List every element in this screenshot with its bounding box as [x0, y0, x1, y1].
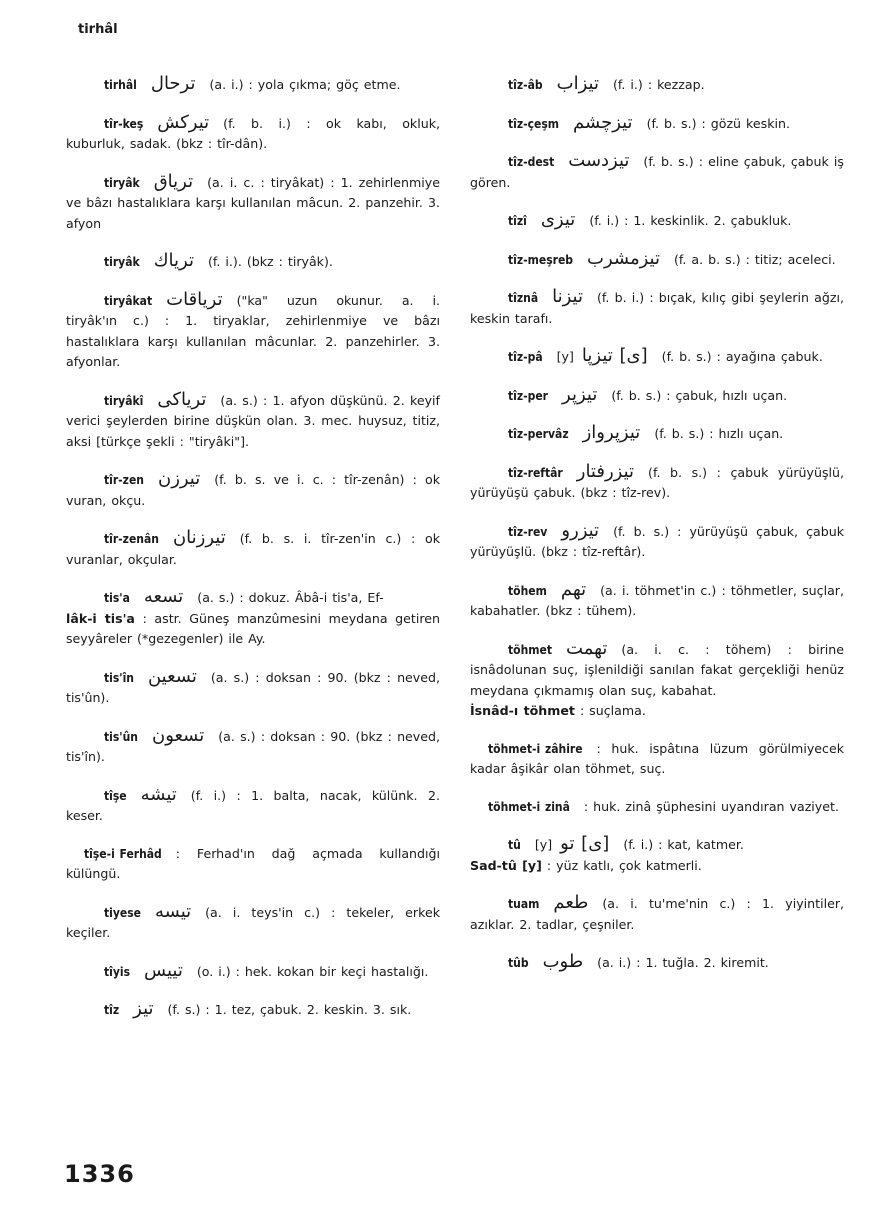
sub-headword: İsnâd-ı töhmet	[470, 703, 575, 718]
sub-headword: Sad-tû [y]	[470, 857, 542, 873]
arabic-script: تیرکش	[157, 111, 210, 133]
dictionary-entry	[66, 844, 440, 885]
headword: tiryâk	[104, 255, 140, 269]
definition: ("ka" uzun okunur. a. i. tiryâk'ın c.) : 1. tiryaklar, zehirlenmiye ve bâzı hastalıklara karşı kullanılan mâcunlar. 2. panzehirler. 3. afyonlar.	[66, 292, 440, 369]
variant-marker: [y]	[556, 349, 574, 364]
dictionary-entry	[470, 797, 844, 818]
definition: (a. i.) : yola çıkma; göç etme.	[209, 77, 401, 92]
arabic-script: تسعون	[151, 724, 205, 746]
arabic-script: تیزى	[540, 209, 576, 230]
headword: tîz-meşreb	[508, 252, 574, 267]
definition: (f. i.). (bkz : tiryâk).	[207, 254, 333, 269]
headword: tiryâkat	[104, 293, 153, 308]
arabic-script: تسعه	[143, 586, 184, 607]
headword: tîz	[104, 1003, 120, 1017]
arabic-script: تیزپرواز	[582, 422, 641, 443]
dictionary-entry	[66, 528, 440, 570]
arabic-script: تیزنا	[552, 286, 583, 307]
dictionary-entry	[470, 739, 844, 780]
definition: (f. i.) : 1. keskinlik. 2. çabukluk.	[589, 213, 792, 228]
headword: töhem	[508, 583, 547, 598]
definition: (f. b. s.) : eline çabuk, çabuk iş gören.	[470, 154, 844, 190]
dictionary-entry	[470, 462, 844, 504]
arabic-script: تیزرو	[561, 519, 600, 541]
arabic-script: تیزچشم	[573, 111, 633, 133]
dictionary-entry	[470, 346, 844, 368]
definition: (f. b. s.) : ayağına çabuk.	[661, 349, 823, 364]
running-head: tirhâl	[78, 22, 118, 37]
arabic-script: تیزاب	[556, 73, 599, 94]
definition: (f. i.) : kezzap.	[612, 77, 705, 92]
arabic-script: تهم	[560, 578, 587, 600]
definition: (f. b. s. i. tîr-zen'in c.) : ok vuranlar, okçular.	[66, 531, 440, 567]
dictionary-entry	[66, 469, 440, 511]
sub-definition: : astr. Güneş manzûmesini meydana getiren seyyâreler (*gezegenler) ile Ay.	[66, 610, 440, 646]
variant-marker: [y]	[534, 837, 553, 852]
dictionary-entry	[66, 785, 440, 827]
dictionary-entry	[470, 385, 844, 407]
definition: (f. b. i.) : ok kabı, okluk, kuburluk, sadak. (bkz : tîr-dân).	[66, 115, 440, 151]
definition: (f. i.) : kat, katmer.	[623, 837, 744, 852]
dictionary-entry	[470, 521, 844, 563]
dictionary-entry	[470, 113, 844, 135]
headword: tis'a	[104, 591, 130, 605]
dictionary-entry	[470, 639, 844, 722]
headword: tis'ûn	[104, 729, 138, 744]
dictionary-entry	[66, 172, 440, 235]
headword: tîr-zenân	[104, 532, 159, 546]
arabic-script: ترياق	[153, 170, 194, 192]
dictionary-entry	[470, 834, 844, 876]
dictionary-entry	[66, 587, 440, 650]
headword: tîz-reftâr	[508, 465, 563, 480]
dictionary-entry	[470, 423, 844, 445]
sub-headword: lâk-i tis'a	[66, 610, 135, 626]
arabic-script: تيز	[133, 998, 154, 1019]
arabic-script: تیسه	[154, 900, 192, 922]
dictionary-entry	[66, 667, 440, 709]
definition: (a. i. teys'in c.) : tekeler, erkek keçiler.	[66, 904, 440, 940]
dictionary-entry	[470, 249, 844, 271]
arabic-script: تیرزنان	[172, 527, 226, 548]
definition: (a. i. töhmet'in c.) : töhmetler, suçlar, kabahatler. (bkz : tühem).	[470, 582, 844, 618]
headword: töhmet-i zinâ	[488, 799, 570, 814]
dictionary-entry	[66, 726, 440, 768]
left-column	[66, 74, 440, 1038]
sub-entry	[470, 856, 844, 877]
arabic-script: [ى] تیزپا	[581, 345, 648, 366]
definition: (a. s.) : 1. afyon düşkünü. 2. keyif verici şeylerden birine düşkün olan. 3. mec. huysuz, titiz, aksi [türkçe şekli : "tiryâki"].	[66, 392, 440, 449]
dictionary-entry	[470, 893, 844, 935]
dictionary-entry	[470, 151, 844, 193]
headword: tiyese	[104, 905, 141, 920]
headword: tiryâk	[104, 175, 140, 190]
headword: tû	[508, 838, 521, 852]
arabic-script: ترياكى	[157, 388, 207, 410]
dictionary-entry	[66, 290, 440, 373]
definition: (f. a. b. s.) : titiz; aceleci.	[673, 251, 836, 267]
definition: (f. i.) : 1. balta, nacak, külünk. 2. keser.	[66, 787, 440, 823]
headword: tîz-çeşm	[508, 116, 560, 131]
headword: tîşe-i Ferhâd	[84, 846, 162, 861]
headword: tîz-rev	[508, 524, 548, 539]
definition: (a. i. c. : tiryâkat) : 1. zehirlenmiye ve bâzı hastalıklara karşı kullanılan mâcun. 2. panzehir. 3. afyon	[66, 174, 440, 231]
dictionary-entry	[470, 74, 844, 96]
dictionary-entry	[66, 113, 440, 155]
headword: tîz-âb	[508, 78, 543, 92]
definition: (f. s.) : 1. tez, çabuk. 2. keskin. 3. sık.	[167, 1002, 412, 1017]
arabic-script: ترحال	[150, 73, 196, 94]
definition: (f. b. s.) : çabuk, hızlı uçan.	[611, 387, 788, 403]
dictionary-entry	[66, 961, 440, 983]
dictionary-entry	[470, 952, 844, 974]
definition: (f. b. s.) : gözü keskin.	[646, 115, 790, 131]
arabic-script: تیشه	[140, 783, 177, 805]
definition: (a. i.) : 1. tuğla. 2. kiremit.	[597, 955, 769, 970]
arabic-script: ترياك	[153, 250, 194, 271]
dictionary-entry	[470, 210, 844, 232]
dictionary-entry	[66, 74, 440, 96]
headword: tiryâkî	[104, 393, 144, 408]
headword: tîr-keş	[104, 116, 144, 131]
arabic-script: تیزمشرب	[587, 247, 660, 269]
definition: (a. i. tu'me'nin c.) : 1. yiyintiler, azıklar. 2. tadlar, çeşniler.	[470, 896, 844, 932]
definition: (f. b. s.) : hızlı uçan.	[654, 426, 784, 441]
headword: tîr-zen	[104, 473, 144, 487]
arabic-script: طوب	[542, 951, 584, 972]
arabic-script: تییس	[144, 959, 183, 981]
headword: tûb	[508, 956, 529, 970]
arabic-script: تیزرفتار	[576, 460, 635, 482]
definition: (a. s.) : dokuz. Âbâ-i tis'a, Ef-	[197, 590, 384, 605]
definition: : Ferhad'ın dağ açmada kullandığı külüngü.	[66, 845, 440, 881]
definition: (a. s.) : doksan : 90. (bkz : neved, tis'în).	[66, 728, 440, 764]
arabic-script: تیرزن	[157, 468, 201, 489]
arabic-script: تسعين	[147, 665, 197, 687]
definition: (f. b. i.) : bıçak, kılıç gibi şeylerin ağzı, keskin tarafı.	[470, 290, 844, 326]
dictionary-entry	[66, 902, 440, 944]
headword: töhmet	[508, 642, 553, 657]
headword: tîz-dest	[508, 155, 555, 169]
sub-definition: : yüz katlı, çok katmerli.	[546, 857, 702, 873]
headword: tîz-pâ	[508, 350, 543, 364]
headword: tîznâ	[508, 291, 539, 305]
headword: tirhâl	[104, 78, 137, 92]
definition: (f. b. s.) : çabuk yürüyüşlü, yürüyüşü çabuk. (bkz : tîz-rev).	[470, 464, 844, 500]
headword: tîşe	[104, 788, 127, 803]
definition: (o. i.) : hek. kokan bir keçi hastalığı.	[196, 963, 429, 979]
headword: tîyis	[104, 964, 131, 979]
arabic-script: تیزپر	[562, 383, 598, 405]
sub-entry	[66, 609, 440, 650]
definition: (f. b. s. ve i. c. : tîr-zenân) : ok vuran, okçu.	[66, 472, 440, 508]
definition: : huk. ispâtına lüzum görülmiyecek kadar âşikâr olan töhmet, suç.	[470, 740, 844, 776]
definition: (a. i. c. : töhem) : birine isnâdolunan suç, işlenildiği sanılan fakat gerçekliği henüz meydana çıkmamış olan suç, kabahat.	[470, 641, 844, 698]
dictionary-entry	[66, 390, 440, 453]
headword: tîzî	[508, 214, 527, 228]
arabic-script: ترياقات	[166, 288, 223, 310]
headword: töhmet-i zâhire	[488, 741, 583, 756]
sub-definition: : suçlama.	[579, 703, 646, 718]
headword: tîz-per	[508, 388, 549, 403]
right-column	[470, 74, 844, 991]
arabic-script: تهمت	[566, 637, 608, 659]
dictionary-entry	[66, 251, 440, 273]
dictionary-entry	[66, 999, 440, 1021]
arabic-script: تیزدست	[568, 150, 630, 171]
dictionary-entry	[470, 580, 844, 622]
headword: tis'în	[104, 670, 134, 685]
dictionary-entry	[470, 287, 844, 329]
headword: tîz-pervâz	[508, 427, 569, 441]
definition: : huk. zinâ şüphesini uyandıran vaziyet.	[583, 798, 839, 814]
definition: (a. s.) : doksan : 90. (bkz : neved, tis'ûn).	[66, 669, 440, 705]
page-number: 1336	[64, 1160, 135, 1188]
sub-entry	[470, 701, 844, 722]
headword: tuam	[508, 897, 540, 911]
arabic-script: طعم	[553, 892, 589, 913]
arabic-script: [ى] تو	[560, 833, 610, 854]
definition: (f. b. s.) : yürüyüşü çabuk, çabuk yürüyüşlü. (bkz : tîz-reftâr).	[470, 523, 844, 559]
